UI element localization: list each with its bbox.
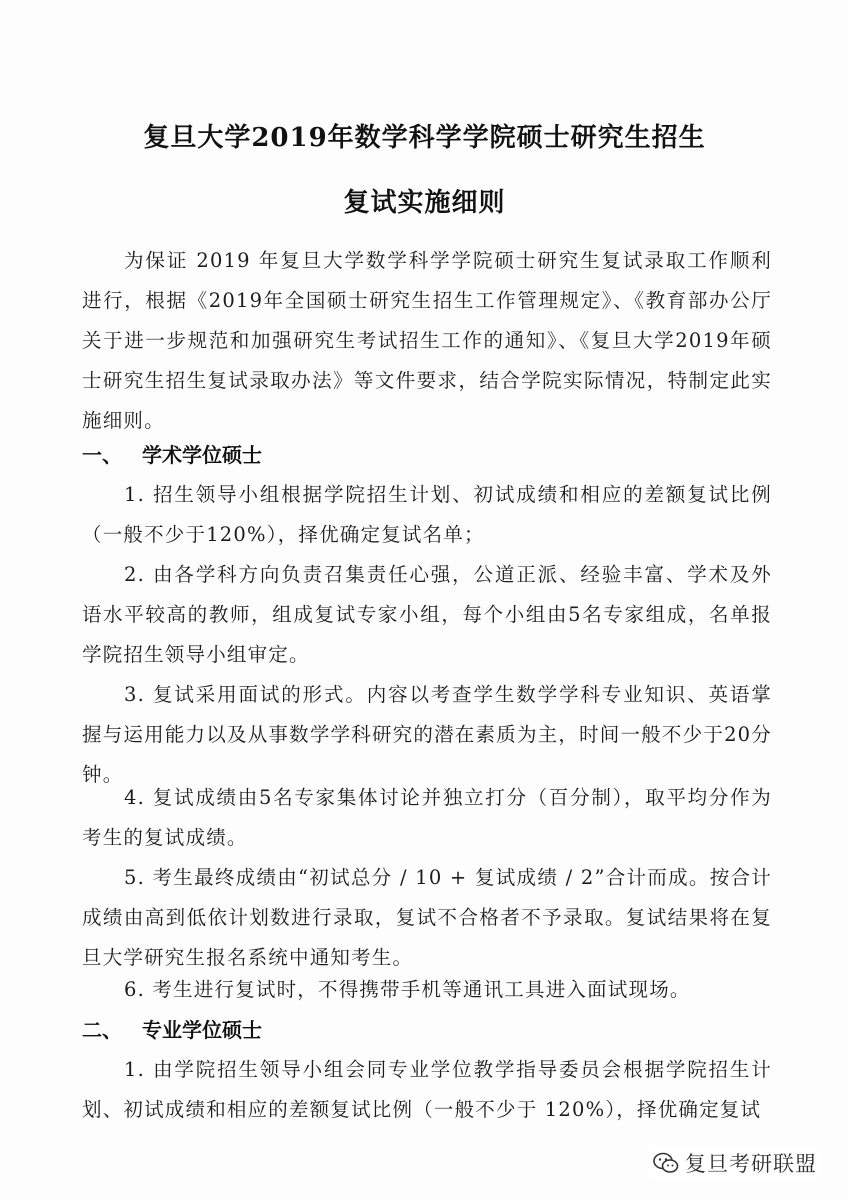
section1-item-2: 2. 由各学科方向负责召集责任心强，公道正派、经验丰富、学术及外语水平较高的教师，组成复试专家小组，每个小组由5名专家组成，名单报学院招生领导小组审定。 [82, 563, 772, 666]
section1-item-4: 4. 复试成绩由5名专家集体讨论并独立打分（百分制），取平均分作为考生的复试成绩。 [82, 786, 772, 849]
watermark-label: 复旦考研联盟 [685, 1152, 817, 1176]
document-title-line1: 复旦大学2019年数学科学学院硕士研究生招生 [143, 123, 706, 153]
section-title: 专业学位硕士 [142, 1018, 262, 1042]
wechat-icon [653, 1152, 679, 1174]
section1-item-6: 6. 考生进行复试时，不得携带手机等通讯工具进入面试现场。 [124, 978, 691, 1001]
document-title-line2: 复试实施细则 [343, 188, 506, 218]
section-title: 学术学位硕士 [142, 443, 262, 467]
section1-item-5: 5. 考生最终成绩由“初试总分 / 10 + 复试成绩 / 2”合计而成。按合计成绩由高到低依计划数进行录取，复试不合格者不予录取。复试结果将在复旦大学研究生报名系统中通知考生。 [82, 866, 772, 969]
watermark [649, 1146, 821, 1180]
intro-paragraph: 为保证 2019 年复旦大学数学科学学院硕士研究生复试录取工作顺利进行，根据《2019年全国硕士研究生招生工作管理规定》、《教育部办公厅关于进一步规范和加强研究生考试招生工作的通知》、《复旦大学2019年硕士研究生招生复试录取办法》等文件要求，结合学院实际情况，特制定此实施细则。 [82, 249, 772, 432]
section-number: 二、 [82, 1018, 122, 1042]
section-heading-professional [82, 1010, 262, 1050]
section-heading-academic [82, 435, 262, 475]
section1-item-3: 3. 复试采用面试的形式。内容以考查学生数学学科专业知识、英语掌握与运用能力以及从事数学学科研究的潜在素质为主，时间一般不少于20分钟。 [82, 683, 772, 786]
section1-item-1: 1. 招生领导小组根据学院招生计划、初试成绩和相应的差额复试比例（一般不少于120%），择优确定复试名单； [82, 483, 772, 546]
section-number: 一、 [82, 443, 122, 467]
section2-item-1: 1. 由学院招生领导小组会同专业学位教学指导委员会根据学院招生计划、初试成绩和相应的差额复试比例（一般不少于 120%），择优确定复试 [82, 1058, 772, 1121]
